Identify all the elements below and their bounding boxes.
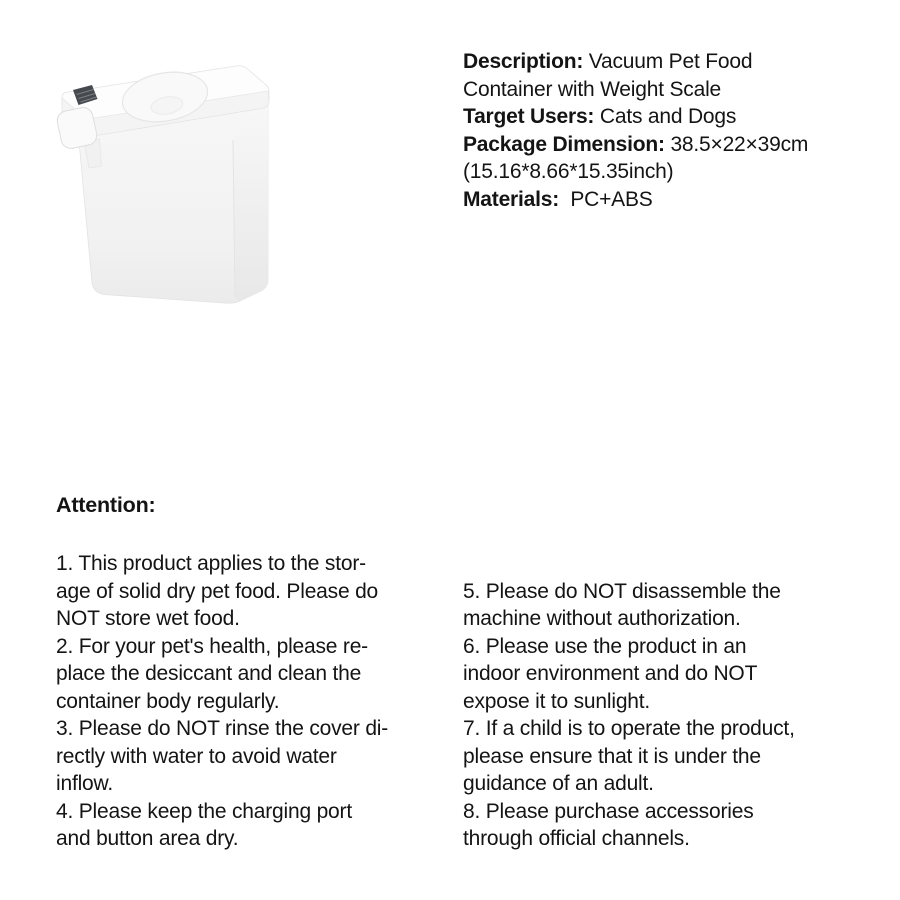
spec-value: Vacuum Pet Food [583,50,753,73]
text-line: indoor environment and do NOT [463,662,758,685]
text-line: machine without authorization. [463,607,741,630]
text-line: 5. Please do NOT disassemble the [463,579,781,603]
text-line: through official channels. [463,827,690,850]
spec-line-target-users [463,103,891,131]
spec-line-package-dimension [463,131,891,159]
spec-line-description [463,48,891,76]
text-line: 1. This product applies to the stor- [56,552,366,575]
text-line: NOT store wet food. [56,607,240,630]
product-specs [463,48,891,213]
spec-value: (15.16*8.66*15.35inch) [463,160,674,183]
spec-label: Package Dimension: [463,132,665,156]
spec-label: Description: [463,50,584,73]
spec-line-dimension-inches [463,158,891,186]
attention-heading: Attention: [56,493,156,517]
spec-label: Target Users: [463,105,595,128]
text-line: please ensure that it is under the [463,744,761,768]
text-line: expose it to sunlight. [463,689,651,713]
vacuum-pet-food-container-illustration [40,40,340,340]
product-image [40,40,340,340]
spec-line-materials [463,186,891,214]
text-line: place the desiccant and clean the [56,662,362,685]
spec-line-description-wrap [463,76,891,104]
text-line: rectly with water to avoid water [56,744,337,768]
text-line: 2. For your pet's health, please re- [56,634,368,658]
text-line: guidance of an adult. [463,772,654,795]
attention-list-right [463,578,898,853]
text-line: container body regularly. [56,689,280,713]
text-line: and button area dry. [56,827,239,850]
spec-value: 38.5×22×39cm [664,132,809,156]
text-line: age of solid dry pet food. Please do [56,579,379,603]
spec-label: Materials: [463,187,560,211]
attention-list-left [56,550,471,853]
text-line: 8. Please purchase accessories [463,799,754,823]
spec-value: Cats and Dogs [594,105,737,128]
text-line: 7. If a child is to operate the product, [463,717,795,740]
text-line: inflow. [56,772,113,795]
spec-value: Container with Weight Scale [463,77,722,101]
text-line: 6. Please use the product in an [463,634,747,658]
text-line: 3. Please do NOT rinse the cover di- [56,717,389,740]
text-line: 4. Please keep the charging port [56,799,352,823]
spec-value: PC+ABS [559,187,653,211]
